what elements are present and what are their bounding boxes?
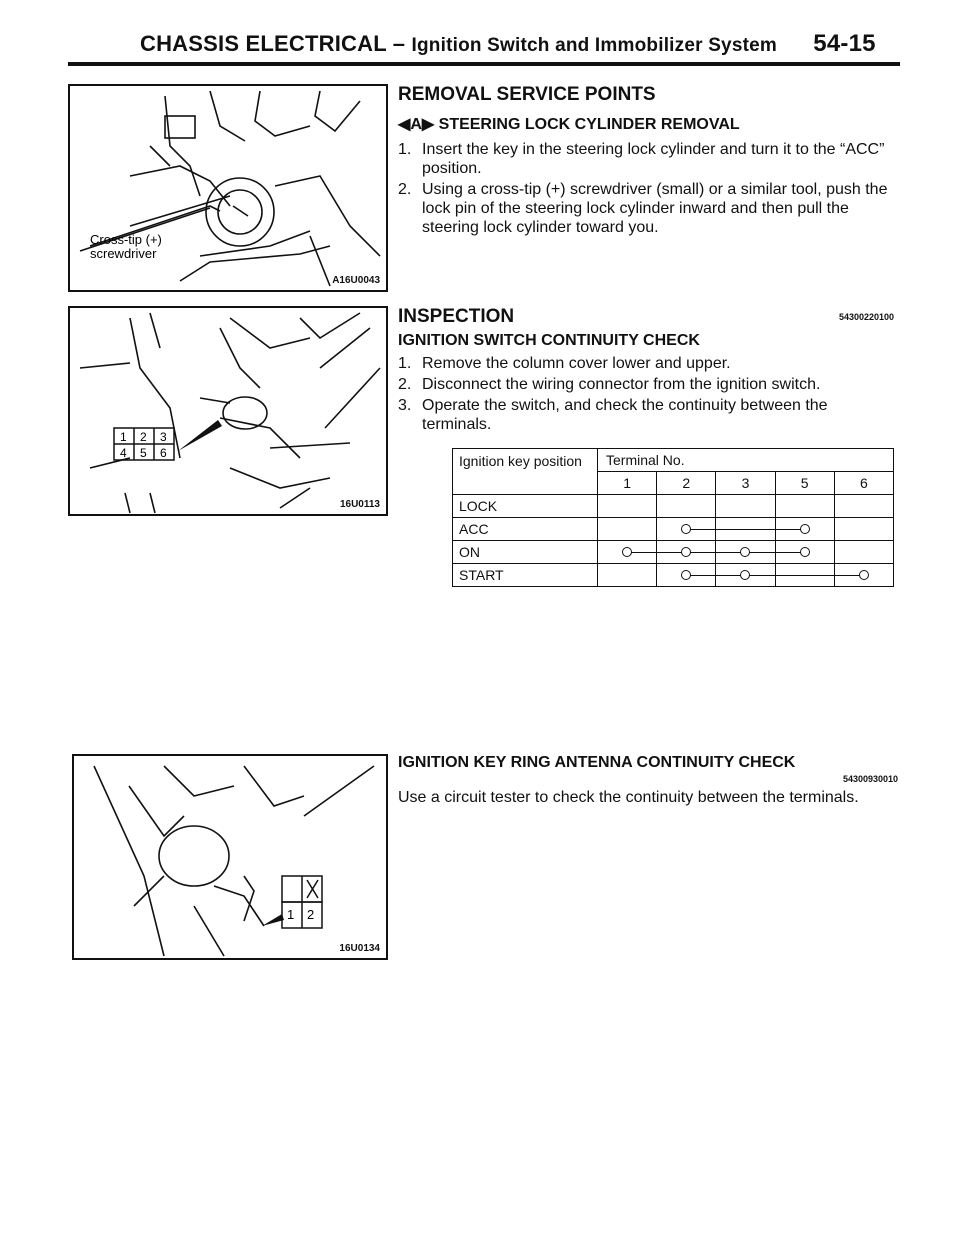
terminal-cell bbox=[657, 518, 716, 541]
inspection-steps bbox=[398, 354, 898, 434]
terminal-header: 2 bbox=[657, 472, 716, 495]
terminal-cell bbox=[775, 541, 834, 564]
terminal-header: 6 bbox=[834, 472, 893, 495]
list-item: 1. Remove the column cover lower and upper. bbox=[398, 355, 731, 372]
pin-4: 4 bbox=[120, 446, 127, 460]
antenna-section bbox=[398, 754, 898, 807]
list-item: 1. Insert the key in the steering lock cylinder and turn it to the “ACC” position. bbox=[398, 141, 885, 177]
pin-1: 1 bbox=[120, 430, 127, 444]
antenna-title: IGNITION KEY RING ANTENNA CONTINUITY CHECK bbox=[398, 754, 796, 771]
removal-subtitle: STEERING LOCK CYLINDER REMOVAL bbox=[438, 116, 740, 133]
inspection-code: 54300220100 bbox=[838, 312, 894, 322]
terminal-cell bbox=[598, 518, 657, 541]
col-header-position: Ignition key position bbox=[453, 449, 598, 495]
triangle-right-icon: ▶ bbox=[421, 116, 435, 133]
terminal-cell bbox=[598, 564, 657, 587]
continuity-point bbox=[681, 524, 691, 534]
table-row bbox=[453, 518, 894, 541]
terminal-cell bbox=[834, 518, 893, 541]
terminal-cell bbox=[657, 495, 716, 518]
continuity-point bbox=[740, 547, 750, 557]
row-label: LOCK bbox=[453, 495, 598, 518]
figure-ignition-switch-connector bbox=[68, 306, 388, 516]
table-row bbox=[453, 541, 894, 564]
continuity-point bbox=[622, 547, 632, 557]
inspection-title: INSPECTION bbox=[398, 306, 515, 327]
pin-3: 3 bbox=[160, 430, 167, 444]
list-item: 3. Operate the switch, and check the continuity between the terminals. bbox=[398, 397, 828, 433]
pin-6: 6 bbox=[160, 446, 167, 460]
triangle-left-icon: ◀ bbox=[398, 116, 411, 133]
terminal-cell bbox=[834, 564, 893, 587]
continuity-point bbox=[859, 570, 869, 580]
col-header-terminal: Terminal No. bbox=[598, 449, 894, 472]
terminal-cell bbox=[716, 564, 775, 587]
list-item: 2. Using a cross-tip (+) screwdriver (small) or a similar tool, push the lock pin of the steering lock cylinder inward and then pull the steering lock cylinder toward you. bbox=[398, 181, 888, 236]
table-row bbox=[453, 564, 894, 587]
terminal-cell bbox=[657, 541, 716, 564]
antenna-pin-1: 1 bbox=[287, 907, 295, 922]
figure-label-line1: Cross-tip (+) bbox=[90, 232, 162, 247]
list-item: 2. Disconnect the wiring connector from the ignition switch. bbox=[398, 376, 821, 393]
antenna-pin-2: 2 bbox=[307, 907, 315, 922]
terminal-header: 1 bbox=[598, 472, 657, 495]
inspection-title-row bbox=[398, 306, 898, 328]
figure-code: 16U0113 bbox=[339, 499, 380, 510]
continuity-point bbox=[740, 570, 750, 580]
terminal-cell bbox=[598, 541, 657, 564]
ignition-switch-illustration bbox=[70, 308, 386, 514]
pin-2: 2 bbox=[140, 430, 147, 444]
key-ring-antenna-illustration bbox=[74, 756, 386, 958]
continuity-point bbox=[800, 547, 810, 557]
removal-section bbox=[398, 84, 898, 239]
figure-key-ring-antenna bbox=[72, 754, 388, 960]
continuity-point bbox=[800, 524, 810, 534]
table-row bbox=[453, 495, 894, 518]
continuity-point bbox=[681, 547, 691, 557]
row-label: START bbox=[453, 564, 598, 587]
page-number: 54-15 bbox=[813, 30, 876, 57]
terminal-cell bbox=[598, 495, 657, 518]
terminal-cell bbox=[775, 518, 834, 541]
row-label: ACC bbox=[453, 518, 598, 541]
removal-title: REMOVAL SERVICE POINTS bbox=[398, 84, 656, 105]
terminal-cell bbox=[716, 495, 775, 518]
subsection-title: Ignition Switch and Immobilizer System bbox=[411, 35, 777, 56]
continuity-table bbox=[452, 448, 894, 587]
figure-label-line2: screwdriver bbox=[90, 246, 157, 261]
removal-subtitle-row bbox=[398, 114, 898, 134]
continuity-point bbox=[681, 570, 691, 580]
figure-steering-lock bbox=[68, 84, 388, 292]
pin-5: 5 bbox=[140, 446, 147, 460]
continuity-wire bbox=[716, 529, 774, 530]
steering-lock-illustration bbox=[70, 86, 386, 290]
section-title: CHASSIS ELECTRICAL – bbox=[140, 31, 406, 56]
terminal-header: 5 bbox=[775, 472, 834, 495]
terminal-cell bbox=[775, 495, 834, 518]
terminal-cell bbox=[716, 541, 775, 564]
figure-code: 16U0134 bbox=[339, 943, 380, 954]
page-header bbox=[140, 30, 876, 58]
figure-code: A16U0043 bbox=[332, 275, 380, 286]
terminal-header: 3 bbox=[716, 472, 775, 495]
removal-steps bbox=[398, 140, 898, 237]
removal-marker: A bbox=[410, 116, 422, 133]
terminal-cell bbox=[834, 541, 893, 564]
inspection-subtitle: IGNITION SWITCH CONTINUITY CHECK bbox=[398, 332, 700, 349]
inspection-section bbox=[398, 306, 898, 436]
continuity-wire bbox=[776, 575, 834, 576]
header-rule bbox=[68, 62, 900, 66]
antenna-text: Use a circuit tester to check the continuity between the terminals. bbox=[398, 789, 859, 806]
antenna-code: 54300930010 bbox=[842, 774, 898, 784]
terminal-cell bbox=[834, 495, 893, 518]
terminal-cell bbox=[775, 564, 834, 587]
terminal-cell bbox=[716, 518, 775, 541]
terminal-cell bbox=[657, 564, 716, 587]
row-label: ON bbox=[453, 541, 598, 564]
